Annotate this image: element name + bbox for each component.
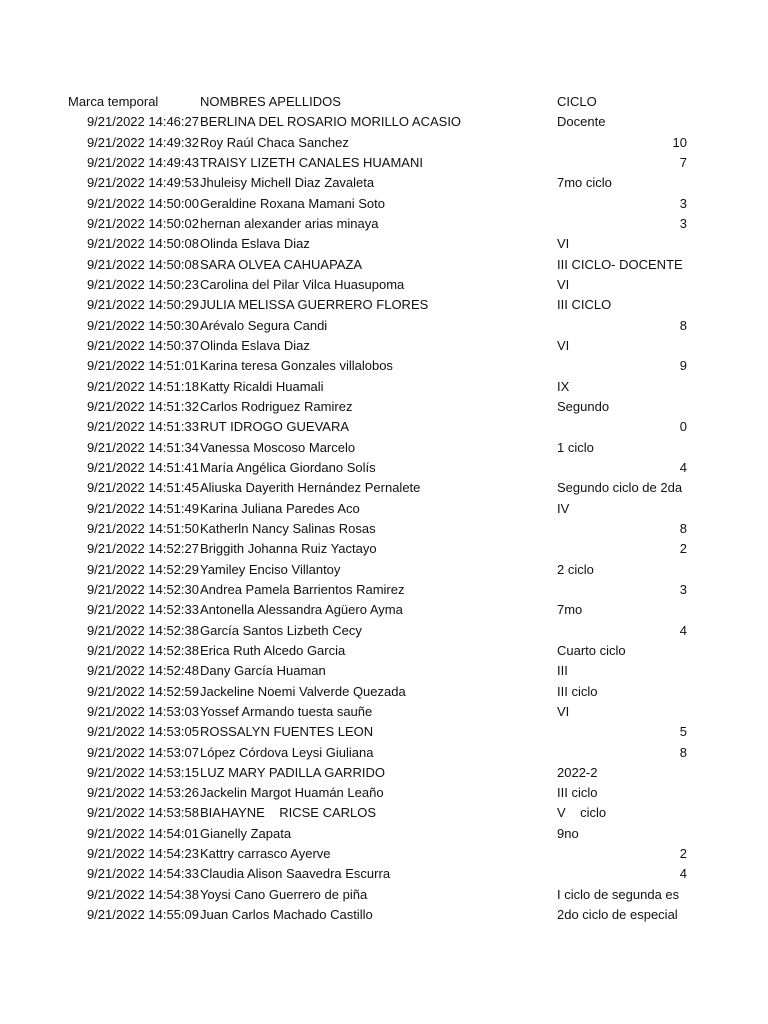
ciclo-cell: III CICLO- DOCENTE [557,256,683,272]
timestamp-cell: 9/21/2022 14:50:23 [86,276,199,292]
table-row [0,885,768,905]
name-cell: Karina Juliana Paredes Aco [200,500,360,516]
table-row [0,133,768,153]
timestamp-cell: 9/21/2022 14:54:23 [86,846,199,862]
table-row [0,214,768,234]
timestamp-cell: 9/21/2022 14:52:29 [86,561,199,577]
ciclo-cell: Segundo [557,398,610,414]
table-row [0,682,768,702]
timestamp-cell: 9/21/2022 14:51:50 [86,520,199,536]
name-cell: García Santos Lizbeth Cecy [200,622,362,638]
table-row [0,763,768,783]
ciclo-cell: 10 [672,134,687,150]
ciclo-cell: Cuarto ciclo [557,642,626,658]
name-cell: Claudia Alison Saavedra Escurra [200,866,391,882]
table-row [0,112,768,132]
table-row [0,722,768,742]
table-row [0,295,768,315]
name-cell: Geraldine Roxana Mamani Soto [200,195,385,211]
header-ciclo: CICLO [557,94,597,109]
table-row [0,356,768,376]
name-cell: Carolina del Pilar Vilca Huasupoma [200,276,405,292]
table-row [0,702,768,722]
timestamp-cell: 9/21/2022 14:52:38 [86,642,199,658]
table-row [0,438,768,458]
timestamp-cell: 9/21/2022 14:55:09 [86,907,199,923]
ciclo-cell: 3 [679,581,687,597]
table-row [0,539,768,559]
name-cell: Arévalo Segura Candi [200,317,328,333]
ciclo-cell: VI [557,703,570,719]
table-row [0,255,768,275]
ciclo-cell: 2022-2 [557,764,598,780]
timestamp-cell: 9/21/2022 14:51:18 [86,378,199,394]
table-row [0,783,768,803]
name-cell: Katty Ricaldi Huamali [200,378,324,394]
ciclo-cell: 2do ciclo de especial [557,907,678,923]
timestamp-cell: 9/21/2022 14:46:27 [86,114,199,130]
timestamp-cell: 9/21/2022 14:51:34 [86,439,199,455]
ciclo-cell: III CICLO [557,297,612,313]
table-row [0,641,768,661]
timestamp-cell: 9/21/2022 14:53:03 [86,703,199,719]
header-timestamp: Marca temporal [68,94,159,109]
name-cell: Carlos Rodriguez Ramirez [200,398,353,414]
ciclo-cell: I ciclo de segunda es [557,886,680,902]
table-row [0,905,768,925]
table-row [0,844,768,864]
ciclo-cell: 4 [679,866,687,882]
ciclo-cell: Segundo ciclo de 2da [557,480,683,496]
ciclo-cell: 7 [679,154,687,170]
table-row [0,377,768,397]
ciclo-cell: 5 [679,724,687,740]
name-cell: JULIA MELISSA GUERRERO FLORES [200,297,429,313]
timestamp-cell: 9/21/2022 14:53:15 [86,764,199,780]
timestamp-cell: 9/21/2022 14:52:48 [86,663,199,679]
name-cell: Jackeline Noemi Valverde Quezada [200,683,406,699]
name-cell: Antonella Alessandra Agüero Ayma [200,602,403,618]
table-row [0,336,768,356]
ciclo-cell: 8 [679,317,687,333]
ciclo-cell: 8 [679,744,687,760]
table-row [0,397,768,417]
timestamp-cell: 9/21/2022 14:53:58 [86,805,199,821]
ciclo-cell: Docente [557,114,606,130]
name-cell: Olinda Eslava Diaz [200,337,310,353]
name-cell: LUZ MARY PADILLA GARRIDO [200,764,385,780]
table-row [0,478,768,498]
ciclo-cell: 9 [679,358,687,374]
timestamp-cell: 9/21/2022 14:52:27 [86,541,199,557]
ciclo-cell: 2 [679,541,687,557]
name-cell: Dany García Huaman [200,663,326,679]
table-row [0,580,768,600]
timestamp-cell: 9/21/2022 14:52:38 [86,622,199,638]
name-cell: Yamiley Enciso Villantoy [200,561,341,577]
ciclo-cell: 1 ciclo [557,439,594,455]
ciclo-cell: III ciclo [557,785,598,801]
table-row [0,499,768,519]
ciclo-cell: III ciclo [557,683,598,699]
ciclo-cell: 0 [679,419,687,435]
name-cell: Yoysi Cano Guerrero de piña [200,886,368,902]
timestamp-cell: 9/21/2022 14:52:30 [86,581,199,597]
timestamp-cell: 9/21/2022 14:50:37 [86,337,199,353]
timestamp-cell: 9/21/2022 14:51:45 [86,480,199,496]
name-cell: Jackelin Margot Huamán Leaño [200,785,384,801]
name-cell: Andrea Pamela Barrientos Ramirez [200,581,405,597]
table-row [0,621,768,641]
table-row [0,458,768,478]
table-row [0,864,768,884]
table-row [0,824,768,844]
ciclo-cell: III [557,663,568,679]
ciclo-cell: V ciclo [557,805,607,821]
name-cell: ROSSALYN FUENTES LEON [200,724,374,740]
name-cell: Gianelly Zapata [200,825,292,841]
table-row [0,519,768,539]
timestamp-cell: 9/21/2022 14:54:38 [86,886,199,902]
timestamp-cell: 9/21/2022 14:50:30 [86,317,199,333]
table-row [0,316,768,336]
table-row [0,743,768,763]
header-row [0,92,768,112]
ciclo-cell: 3 [679,195,687,211]
ciclo-cell: VI [557,337,570,353]
timestamp-cell: 9/21/2022 14:52:33 [86,602,199,618]
table-row [0,234,768,254]
header-name: NOMBRES APELLIDOS [200,94,341,109]
timestamp-cell: 9/21/2022 14:50:02 [86,215,199,231]
name-cell: Vanessa Moscoso Marcelo [200,439,356,455]
name-cell: López Córdova Leysi Giuliana [200,744,374,760]
timestamp-cell: 9/21/2022 14:51:01 [86,358,199,374]
ciclo-cell: 4 [679,459,687,475]
timestamp-cell: 9/21/2022 14:54:01 [86,825,199,841]
table-row [0,153,768,173]
name-cell: Karina teresa Gonzales villalobos [200,358,393,374]
timestamp-cell: 9/21/2022 14:53:05 [86,724,199,740]
ciclo-cell: IV [557,500,570,516]
timestamp-cell: 9/21/2022 14:49:53 [86,175,199,191]
name-cell: SARA OLVEA CAHUAPAZA [200,256,363,272]
table-row [0,560,768,580]
ciclo-cell: 7mo ciclo [557,175,612,191]
table-row [0,803,768,823]
name-cell: Katherln Nancy Salinas Rosas [200,520,376,536]
ciclo-cell: VI [557,276,570,292]
table-row [0,661,768,681]
name-cell: BIAHAYNE RICSE CARLOS [200,805,377,821]
ciclo-cell: VI [557,236,570,252]
timestamp-cell: 9/21/2022 14:53:07 [86,744,199,760]
name-cell: Erica Ruth Alcedo Garcia [200,642,346,658]
timestamp-cell: 9/21/2022 14:51:49 [86,500,199,516]
timestamp-cell: 9/21/2022 14:51:41 [86,459,199,475]
timestamp-cell: 9/21/2022 14:49:43 [86,154,199,170]
ciclo-cell: IX [557,378,570,394]
table-row [0,600,768,620]
name-cell: Aliuska Dayerith Hernández Pernalete [200,480,421,496]
timestamp-cell: 9/21/2022 14:50:08 [86,256,199,272]
timestamp-cell: 9/21/2022 14:54:33 [86,866,199,882]
timestamp-cell: 9/21/2022 14:49:32 [86,134,199,150]
table-row [0,194,768,214]
ciclo-cell: 3 [679,215,687,231]
timestamp-cell: 9/21/2022 14:50:29 [86,297,199,313]
timestamp-cell: 9/21/2022 14:50:00 [86,195,199,211]
name-cell: TRAISY LIZETH CANALES HUAMANI [200,154,423,170]
name-cell: hernan alexander arias minaya [200,215,379,231]
timestamp-cell: 9/21/2022 14:51:32 [86,398,199,414]
name-cell: BERLINA DEL ROSARIO MORILLO ACASIO [200,114,462,130]
name-cell: Kattry carrasco Ayerve [200,846,331,862]
name-cell: Briggith Johanna Ruiz Yactayo [200,541,377,557]
table-row [0,417,768,437]
timestamp-cell: 9/21/2022 14:51:33 [86,419,199,435]
table-body [0,112,768,925]
name-cell: RUT IDROGO GUEVARA [200,419,350,435]
name-cell: Juan Carlos Machado Castillo [200,907,373,923]
ciclo-cell: 2 [679,846,687,862]
spreadsheet [0,92,768,925]
ciclo-cell: 9no [557,825,579,841]
name-cell: Yossef Armando tuesta sauñe [200,703,373,719]
name-cell: María Angélica Giordano Solís [200,459,376,475]
name-cell: Olinda Eslava Diaz [200,236,310,252]
ciclo-cell: 7mo [557,602,583,618]
ciclo-cell: 2 ciclo [557,561,594,577]
timestamp-cell: 9/21/2022 14:53:26 [86,785,199,801]
timestamp-cell: 9/21/2022 14:50:08 [86,236,199,252]
name-cell: Roy Raúl Chaca Sanchez [200,134,349,150]
ciclo-cell: 8 [679,520,687,536]
table-row [0,173,768,193]
table-row [0,275,768,295]
timestamp-cell: 9/21/2022 14:52:59 [86,683,199,699]
ciclo-cell: 4 [679,622,687,638]
name-cell: Jhuleisy Michell Diaz Zavaleta [200,175,375,191]
